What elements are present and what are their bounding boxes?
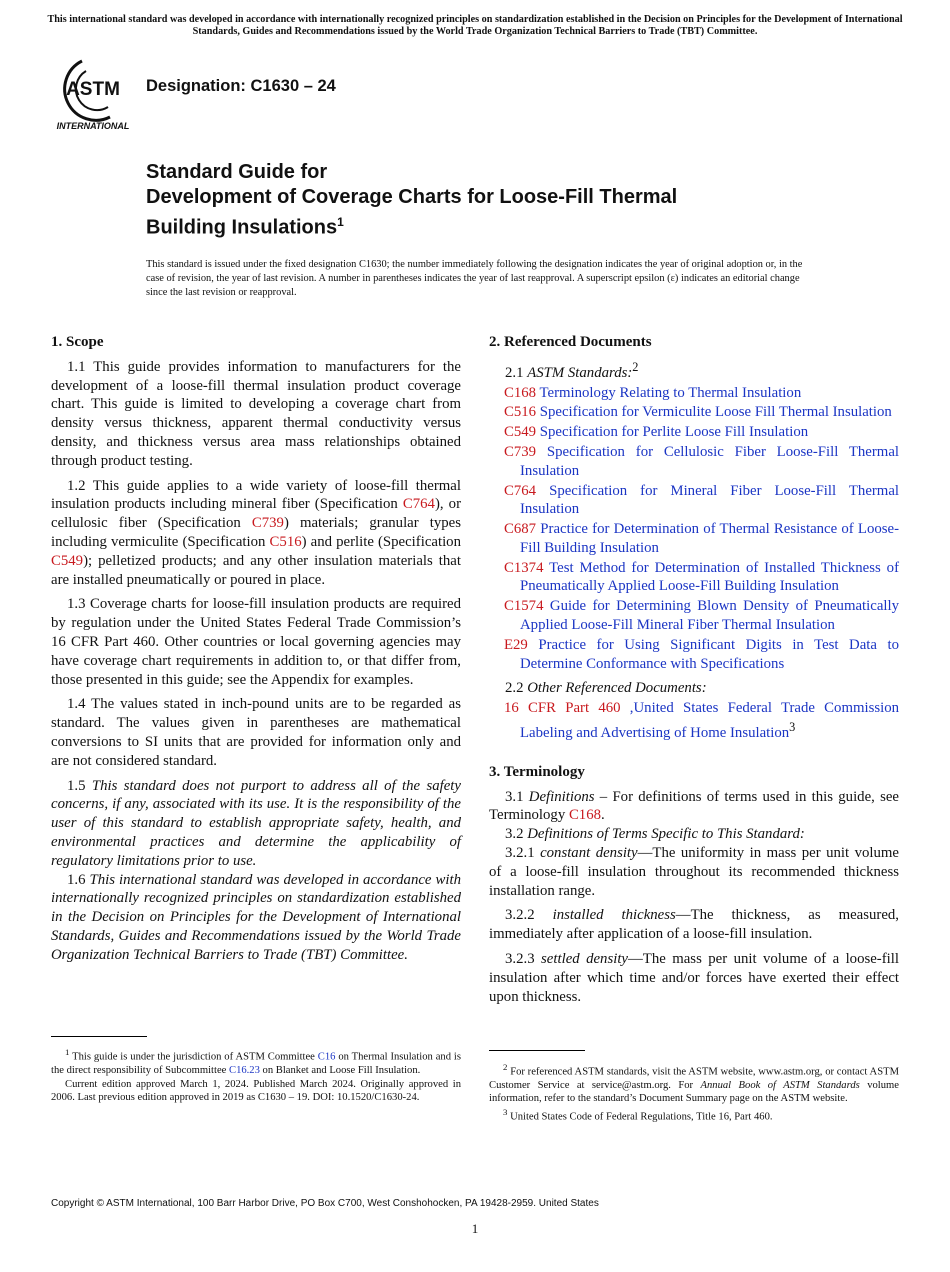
right-column bbox=[489, 333, 899, 1012]
reference-item-c516[interactable] bbox=[489, 403, 899, 422]
reference-code[interactable]: C687 bbox=[504, 521, 537, 538]
reference-title[interactable]: Practice for Using Significant Digits in Test Data to Determine Conformance with Specifications bbox=[520, 636, 899, 672]
edition-note: Current edition approved March 1, 2024. Published March 2024. Originally approved in 2006. Last previous edition approved in 2019 as C1630 – 19. DOI: 10.1520/C1630-24. bbox=[51, 1078, 461, 1104]
page-number: 1 bbox=[471, 1221, 479, 1236]
reference-title[interactable]: Specification for Vermiculite Loose Fill Thermal Insulation bbox=[539, 404, 892, 421]
reference-item-c1574[interactable] bbox=[489, 597, 899, 635]
reference-item-c1374[interactable] bbox=[489, 559, 899, 597]
copyright: Copyright © ASTM International, 100 Barr Harbor Drive, PO Box C700, West Conshohocken, PA 19428-2959. United States bbox=[51, 1198, 599, 1209]
astm-logo bbox=[52, 55, 134, 135]
para-1-5: 1.5 This standard does not purport to address all of the safety concerns, if any, associated with its use. It is the responsibility of the user of this standard to establish appropriate safety, health, and environmental practices and determine the applicability of regulatory limitations prior to use. bbox=[51, 777, 461, 869]
reference-code[interactable]: C764 bbox=[504, 482, 537, 499]
reference-code[interactable]: C1374 bbox=[504, 559, 544, 576]
para-1-4: 1.4 The values stated in inch-pound units are to be regarded as standard. The values given in parentheses are mathematical conversions to SI units that are provided for information only and are not considered standard. bbox=[51, 696, 461, 769]
para-3-2-1: 3.2.1 constant density—The uniformity in mass per unit volume of a loose-fill insulation throughout its recommended thickness installation range. bbox=[489, 844, 899, 899]
reference-title[interactable]: Terminology Relating to Thermal Insulation bbox=[539, 384, 802, 401]
reference-code[interactable]: C549 bbox=[504, 424, 537, 441]
para-1-2: 1.2 This guide applies to a wide variety of loose-fill thermal insulation products including mineral fiber (Specification C764), or cellulosic fiber (Specification C739) materials; granular types including vermiculite (Specification C516) and perlite (Specification C549); pelletized products; and any other insulation materials that are installed pneumatically or poured in place. bbox=[51, 477, 461, 588]
reference-title[interactable]: Specification for Perlite Loose Fill Insulation bbox=[539, 424, 809, 441]
para-1-3: 1.3 Coverage charts for loose-fill insulation products are required by regulation under the United States Federal Trade Commission’s 16 CFR Part 460. Other countries or local governing agencies may have coverage chart requirements in addition to, or that differ from, those presented in this guide; see the Appendix for examples. bbox=[51, 596, 461, 688]
footnote-rule-left bbox=[51, 1036, 147, 1037]
para-3-2: 3.2 Definitions of Terms Specific to This Standard: bbox=[505, 826, 805, 843]
footnote-ref-3[interactable]: 3 bbox=[789, 720, 796, 735]
footnotes-left bbox=[51, 1046, 461, 1105]
reference-title[interactable]: Specification for Mineral Fiber Loose-Fill Thermal Insulation bbox=[520, 482, 899, 518]
reference-code[interactable]: E29 bbox=[504, 636, 528, 653]
reference-title[interactable]: Test Method for Determination of Installed Thickness of Pneumatically Applied Loose-Fill Building Insulation bbox=[520, 559, 900, 595]
title-line-1: Standard Guide for bbox=[146, 161, 328, 183]
left-column bbox=[51, 333, 461, 971]
footnote-rule-right bbox=[489, 1050, 585, 1051]
link-c549[interactable]: C549 bbox=[51, 552, 84, 569]
para-1-1: 1.1 This guide provides information to manufacturers for the development of a loose-fill thermal insulation product coverage chart. This guide is limited to developing a coverage chart from density versus thickness, apparent thermal conductivity versus density, and thickness versus area mass relationships obtained through product testing. bbox=[51, 358, 461, 469]
reference-item-c168[interactable] bbox=[489, 384, 899, 403]
referenced-heading: 2. Referenced Documents bbox=[489, 334, 652, 350]
reference-title[interactable]: Guide for Determining Blown Density of Pneumatically Applied Loose-Fill Mineral Fiber Thermal Insulation bbox=[520, 598, 900, 634]
other-docs-label: 2.2 Other Referenced Documents: bbox=[505, 680, 707, 697]
footnote-3: $^3$ United States Code of Federal Regulations, Title 16, Part 460. bbox=[503, 1107, 773, 1123]
reference-item-c764[interactable] bbox=[489, 482, 899, 520]
page-title bbox=[146, 160, 866, 241]
logo-subtext: INTERNATIONAL bbox=[56, 121, 130, 131]
reference-item-c739[interactable] bbox=[489, 443, 899, 481]
reference-code[interactable]: C1574 bbox=[504, 598, 544, 615]
title-line-2: Development of Coverage Charts for Loose-Fill Thermal bbox=[146, 186, 678, 208]
reference-title[interactable]: Specification for Cellulosic Fiber Loose-Fill Thermal Insulation bbox=[520, 443, 899, 479]
reference-item-16cfr[interactable]: 16 CFR Part 460 ,United States Federal Trade Commission Labeling and Advertising of Home Insulation$^3$ bbox=[504, 700, 899, 741]
reference-code[interactable]: C739 bbox=[504, 443, 537, 460]
link-c168[interactable]: C168 bbox=[568, 807, 602, 824]
footnote-2: $^2$ For referenced ASTM standards, visit the ASTM website, www.astm.org, or contact ASTM Customer Service at service@astm.org. For Annual Book of ASTM Standards volume information, refer to the standard’s Document Summary page on the ASTM website. bbox=[489, 1062, 899, 1104]
reference-list bbox=[489, 384, 899, 674]
issue-note: This standard is issued under the fixed designation C1630; the number immediately following the designation indicates the year of original adoption or, in the case of revision, the year of last revision. A number in parentheses indicates the year of last reapproval. A superscript epsilon (ε) indicates an editorial change since the last revision or reapproval. bbox=[146, 259, 803, 298]
reference-item-e29[interactable] bbox=[489, 636, 899, 674]
link-c516[interactable]: C516 bbox=[269, 533, 302, 550]
footnote-1: $^1$ This guide is under the jurisdiction of ASTM Committee C16 on Thermal Insulation and is the direct responsibility of Subcommittee C16.23 on Blanket and Loose Fill Insulation. bbox=[51, 1047, 461, 1076]
link-c764[interactable]: C764 bbox=[402, 496, 435, 513]
para-1-6: 1.6 This international standard was developed in accordance with internationally recognized principles on standardization established in the Decision on Principles for the Development of International Standards, Guides and Recommendations issued by the World Trade Organization Technical Barriers to Trade (TBT) Committee. bbox=[51, 871, 461, 963]
link-c739[interactable]: C739 bbox=[251, 515, 284, 532]
para-3-2-3: 3.2.3 settled density—The mass per unit volume of a loose-fill insulation after which time and/or forces have exerted their effect upon thickness. bbox=[489, 950, 899, 1005]
standard-notice: This international standard was developed in accordance with internationally recognized principles on standardization established in the Decision on Principles for the Development of International Standards, Guides and Recommendations issued by the World Trade Organization Technical Barriers to Trade (TBT) Committee. bbox=[47, 14, 903, 37]
para-3-1: 3.1 Definitions – For definitions of terms used in this guide, see Terminology C168. bbox=[489, 788, 900, 824]
reference-item-c687[interactable] bbox=[489, 520, 899, 558]
reference-code[interactable]: C168 bbox=[504, 384, 537, 401]
designation: Designation: C1630 – 24 bbox=[146, 77, 336, 95]
reference-code[interactable]: C516 bbox=[504, 404, 537, 421]
reference-item-c549[interactable] bbox=[489, 423, 899, 442]
link-c16-23[interactable]: C16.23 bbox=[229, 1064, 260, 1076]
footnote-ref-2[interactable]: 2 bbox=[632, 359, 639, 374]
logo-text: ASTM bbox=[66, 79, 120, 100]
footnotes-right bbox=[489, 1061, 899, 1125]
title-footnote-ref[interactable]: 1 bbox=[337, 215, 344, 229]
title-line-3: Building Insulations bbox=[146, 216, 338, 239]
link-c16[interactable]: C16 bbox=[317, 1051, 336, 1063]
terminology-heading: 3. Terminology bbox=[489, 763, 585, 780]
para-3-2-2: 3.2.2 installed thickness—The thickness, as measured, immediately after application of a loose-fill insulation. bbox=[489, 907, 899, 943]
scope-heading: 1. Scope bbox=[51, 334, 104, 350]
reference-title[interactable]: Practice for Determination of Thermal Resistance of Loose-Fill Building Insulation bbox=[520, 521, 899, 556]
astm-standards-label: 2.1 ASTM Standards:$^2$ bbox=[505, 359, 639, 381]
